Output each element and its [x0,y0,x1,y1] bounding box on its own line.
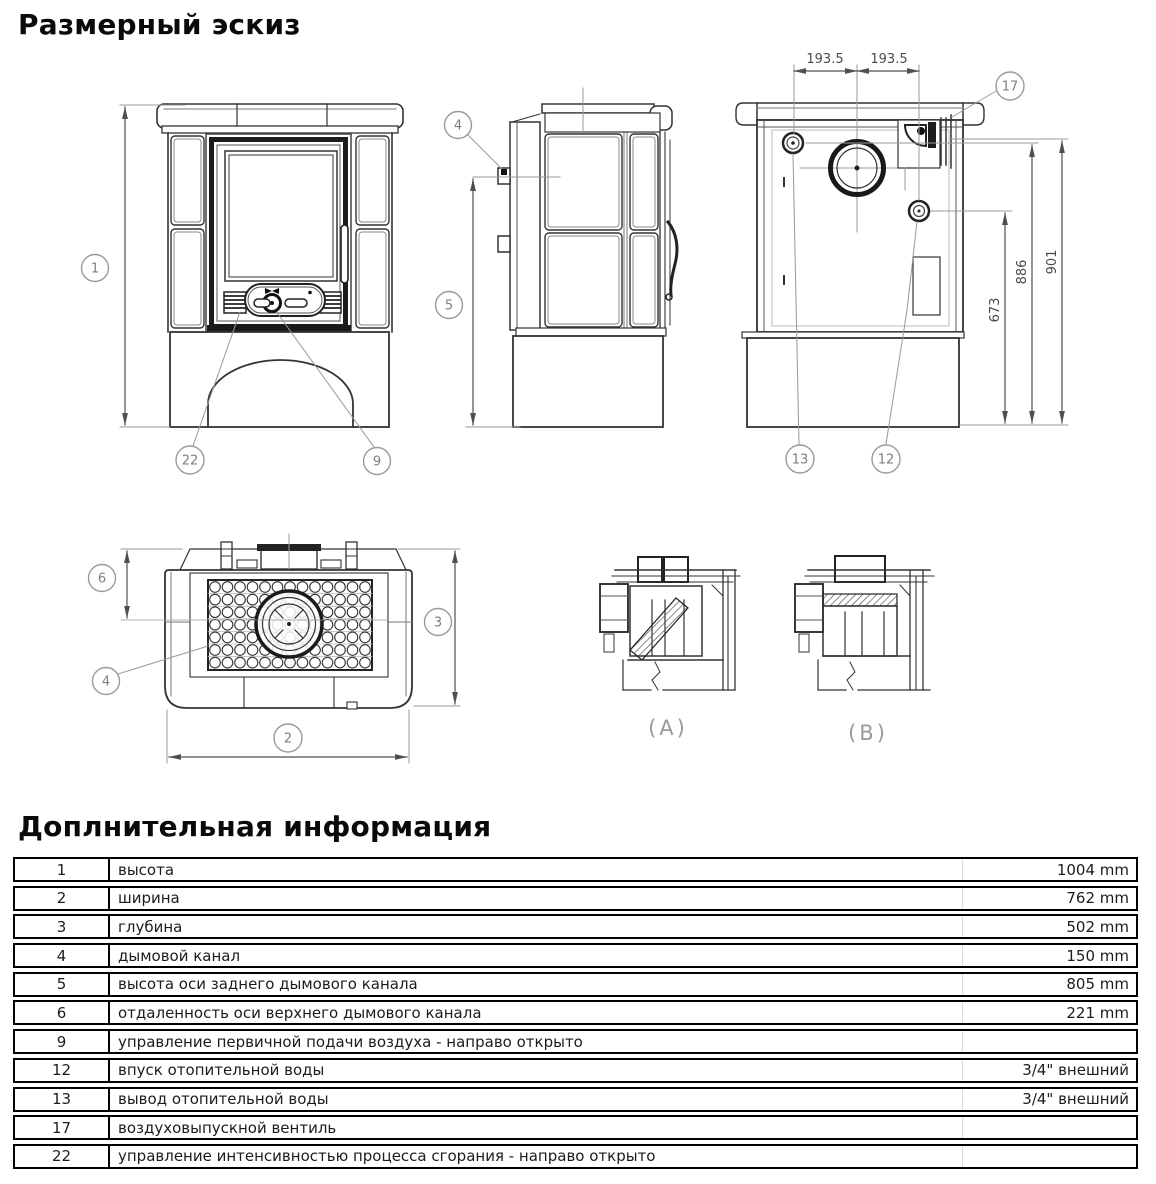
row-value: 221 mm [962,1002,1136,1023]
row-label: вывод отопительной воды [108,1089,962,1110]
callout-12 [872,445,900,473]
row-value: 762 mm [962,888,1136,909]
callout-1 [82,255,109,282]
row-label: высота [108,859,962,880]
callout-3 [425,609,452,636]
callout-13 [786,445,814,473]
row-value: 502 mm [962,916,1136,937]
section-view-b [795,556,934,745]
callout-4-top [93,668,120,695]
info-title: Доплнительная информация [18,810,492,843]
row-value: 3/4" внешний [962,1089,1136,1110]
row-label: глубина [108,916,962,937]
row-value [962,1146,1136,1167]
dim-901: 901 [1045,249,1060,275]
dim-193-left: 193.5 [806,52,844,67]
row-value: 1004 mm [962,859,1136,880]
table-row [13,943,1138,968]
table-row [13,1000,1138,1025]
row-number: 6 [56,1003,67,1022]
row-number: 5 [56,975,67,994]
row-value: 3/4" внешний [962,1060,1136,1081]
table-row [13,886,1138,911]
svg-text:17: 17 [1001,79,1019,95]
row-number: 22 [51,1147,72,1166]
svg-text:6: 6 [97,571,107,587]
callout-9 [364,448,391,475]
page-title: Размерный эскиз [18,8,301,41]
row-label: отдаленность оси верхнего дымового канала [108,1002,962,1023]
row-number: 2 [56,889,67,908]
svg-text:13: 13 [791,452,809,468]
section-view-a [600,557,740,740]
table-row [13,914,1138,939]
row-number: 3 [56,917,67,936]
row-label: дымовой канал [108,945,962,966]
row-number: 17 [51,1118,72,1137]
row-value [962,1031,1136,1052]
table-row [13,1144,1138,1169]
table-row [13,1115,1138,1140]
svg-text:22: 22 [181,453,199,469]
row-value [962,1117,1136,1138]
callout-6 [89,565,116,592]
row-value: 805 mm [962,974,1136,995]
side-view [466,88,677,427]
row-label: высота оси заднего дымового канала [108,974,962,995]
info-table [13,857,1138,1173]
row-number: 13 [51,1090,72,1108]
svg-text:4: 4 [453,118,463,134]
front-view [120,104,403,447]
table-row [13,972,1138,997]
table-row [13,1087,1138,1112]
row-label: управление первичной подачи воздуха - направо открыто [108,1031,962,1052]
row-number: 4 [56,946,67,965]
svg-text:9: 9 [372,454,382,470]
row-number: 1 [56,860,67,879]
svg-text:3: 3 [433,615,443,631]
svg-text:12: 12 [877,452,895,468]
row-number: 12 [51,1061,72,1080]
callout-5 [436,292,463,319]
row-label: ширина [108,888,962,909]
row-label: впуск отопительной воды [108,1060,962,1081]
callout-2 [274,724,302,752]
callout-4-side [445,112,472,139]
row-label: воздуховыпускной вентиль [108,1117,962,1138]
section-a-label: (A) [648,716,688,740]
svg-text:1: 1 [90,261,100,277]
callout-22 [176,446,204,474]
section-b-label: (B) [848,721,888,745]
table-row [13,1029,1138,1054]
back-view [736,52,1068,445]
dim-673: 673 [988,297,1003,323]
callout-17 [996,72,1024,100]
row-value: 150 mm [962,945,1136,966]
svg-text:5: 5 [444,298,454,314]
svg-text:4: 4 [101,674,111,690]
table-row [13,1058,1138,1083]
svg-text:2: 2 [283,731,293,747]
row-label: управление интенсивностью процесса сгорания - направо открыто [108,1146,962,1167]
dim-193-right: 193.5 [870,52,908,67]
table-row [13,857,1138,882]
row-number: 9 [56,1032,67,1051]
dim-886: 886 [1015,259,1030,285]
